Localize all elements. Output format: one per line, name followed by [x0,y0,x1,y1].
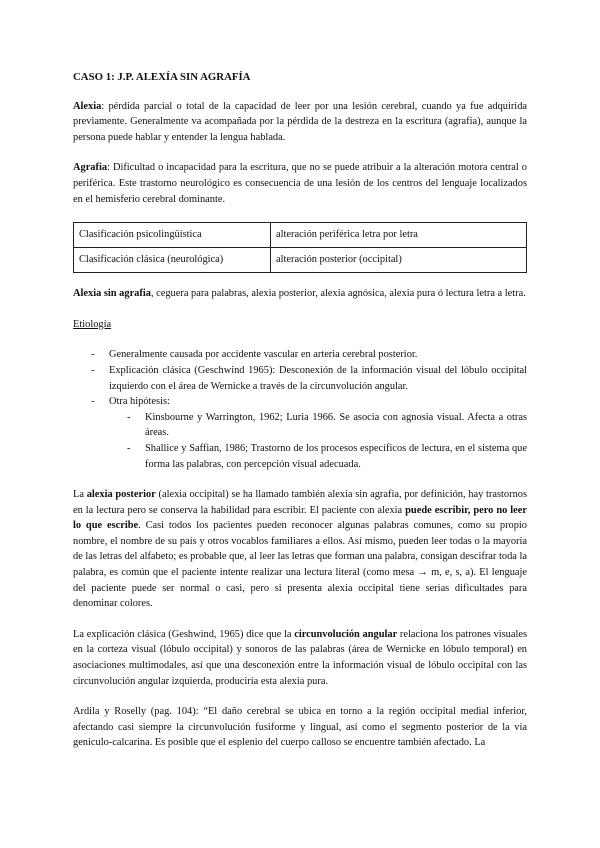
agrafia-term: Agrafia [73,162,108,174]
ardila-paragraph: Ardila y Roselly (pag. 104): “El daño cerebral se ubica en torno a la región occipital medial inferior, afectando casi siempre la circunvolución fusiforme y lingual, así como el segmento posterior de la vía geniculo-calcarina. Es posible que el esplenio del cuerpo calloso se encuentre también afectado. La [73,706,527,749]
table-cell: alteración posterior (occipital) [271,248,527,273]
alexia-text: : pérdida parcial o total de la capacidad de leer por una lesión cerebral, cuando ya fue adquirida previamente. Generalmente va acompañada por la pérdida de la destreza en la escritura (agrafia), aunque la persona puede hablar y entender la lengua hablada. [73,100,527,143]
agrafia-definition [73,160,527,207]
sub-list-item: - Kinsbourne y Warrington, 1962; Luria 1966. Se asocia con agnosia visual. Afecta a otras áreas. [127,410,527,441]
agrafia-text: : Dificultad o incapacidad para la escritura, que no se puede atribuir a la alteración motora central o periférica. Este trastorno neurológico es consecuencia de una lesión de los centros del lenguaje localizados en el hemisferio cerebral dominante. [73,162,527,205]
sin-agrafia-text: , ceguera para palabras, alexia posterior, alexia agnósica, alexia pura ó lectura letra a letra. [150,288,526,300]
text-run: . Casi todos los pacientes pueden reconocer algunas palabras comunes, como su propio nombre, el nombre de su país y otros vocablos familiares a ellos. Así mismo, pueden leer todas o la mayoría de las letras del alfabeto; es probable que, al leer las letras que forman una palabra, consigan descifrar toda la palabra, es común que el paciente intente realizar una lectura literal (como mesa → m, e, s, a). El lenguaje del paciente puede ser normal o casi, pero si presenta alexia occipital tiene serias dificultades para denominar colores. [73,520,528,610]
alexia-term: Alexia [73,100,102,112]
bold-run: alexia posterior [86,489,156,501]
etiologia-heading: Etiología [73,318,112,330]
table-cell: alteración periférica letra por letra [271,223,527,248]
list-item: - Generalmente causada por accidente vascular en arteria cerebral posterior. [91,347,527,363]
table-row [74,223,527,248]
table-cell: Clasificación psicolingüística [74,223,271,248]
sin-agrafia-term: Alexia sin agrafia [73,288,151,300]
list-item: - Explicación clásica (Geschwind 1965): Desconexión de la información visual del lóbulo occipital izquierdo con el área de Wernicke a través de la circunvolución angular. [91,363,527,394]
etiologia-list [73,347,527,472]
text-run: La [73,489,87,501]
table-row [74,248,527,273]
explicacion-paragraph [73,627,527,689]
text-run: (alexia occipital) se ha llamado también alexia sin agrafia, por definición, hay trastornos en la lectura pero se conserva la habilidad para escribir. El paciente con alexia [73,489,527,516]
table-cell: Clasificación clásica (neurológica) [74,248,271,273]
alexia-definition [73,99,527,146]
document-title: CASO 1: J.P. ALEXÍA SIN AGRAFÍA [73,71,251,83]
document-content [73,70,527,751]
sub-list-item: - Shallice y Saffian, 1986; Trastorno de los procesos específicos de lectura, en el sistema que forma las palabras, con percepción visual adecuada. [127,441,527,472]
sub-list [109,410,527,472]
alexia-posterior-paragraph [73,487,527,612]
text-run: relaciona los patrones visuales en la corteza visual (lóbulo occipital) y sonoros de las palabras (área de Wernicke en lóbulo temporal) en asociaciones multimodales, así que una desconexión entre la información visual de lóbulo occipital con las circunvolución angular izquierda, produciría esta alexia pura. [73,628,527,687]
bold-run: circunvolución angular [294,628,398,640]
list-item-other-hypothesis [91,394,527,472]
sin-agrafia-definition [73,286,527,302]
classification-table [73,222,527,273]
list-item-label: Otra hipótesis: [109,396,170,408]
text-run: La explicación clásica (Geshwind, 1965) dice que la [73,628,295,640]
bold-run: puede escribir, pero no leer lo que escribe [73,504,528,532]
